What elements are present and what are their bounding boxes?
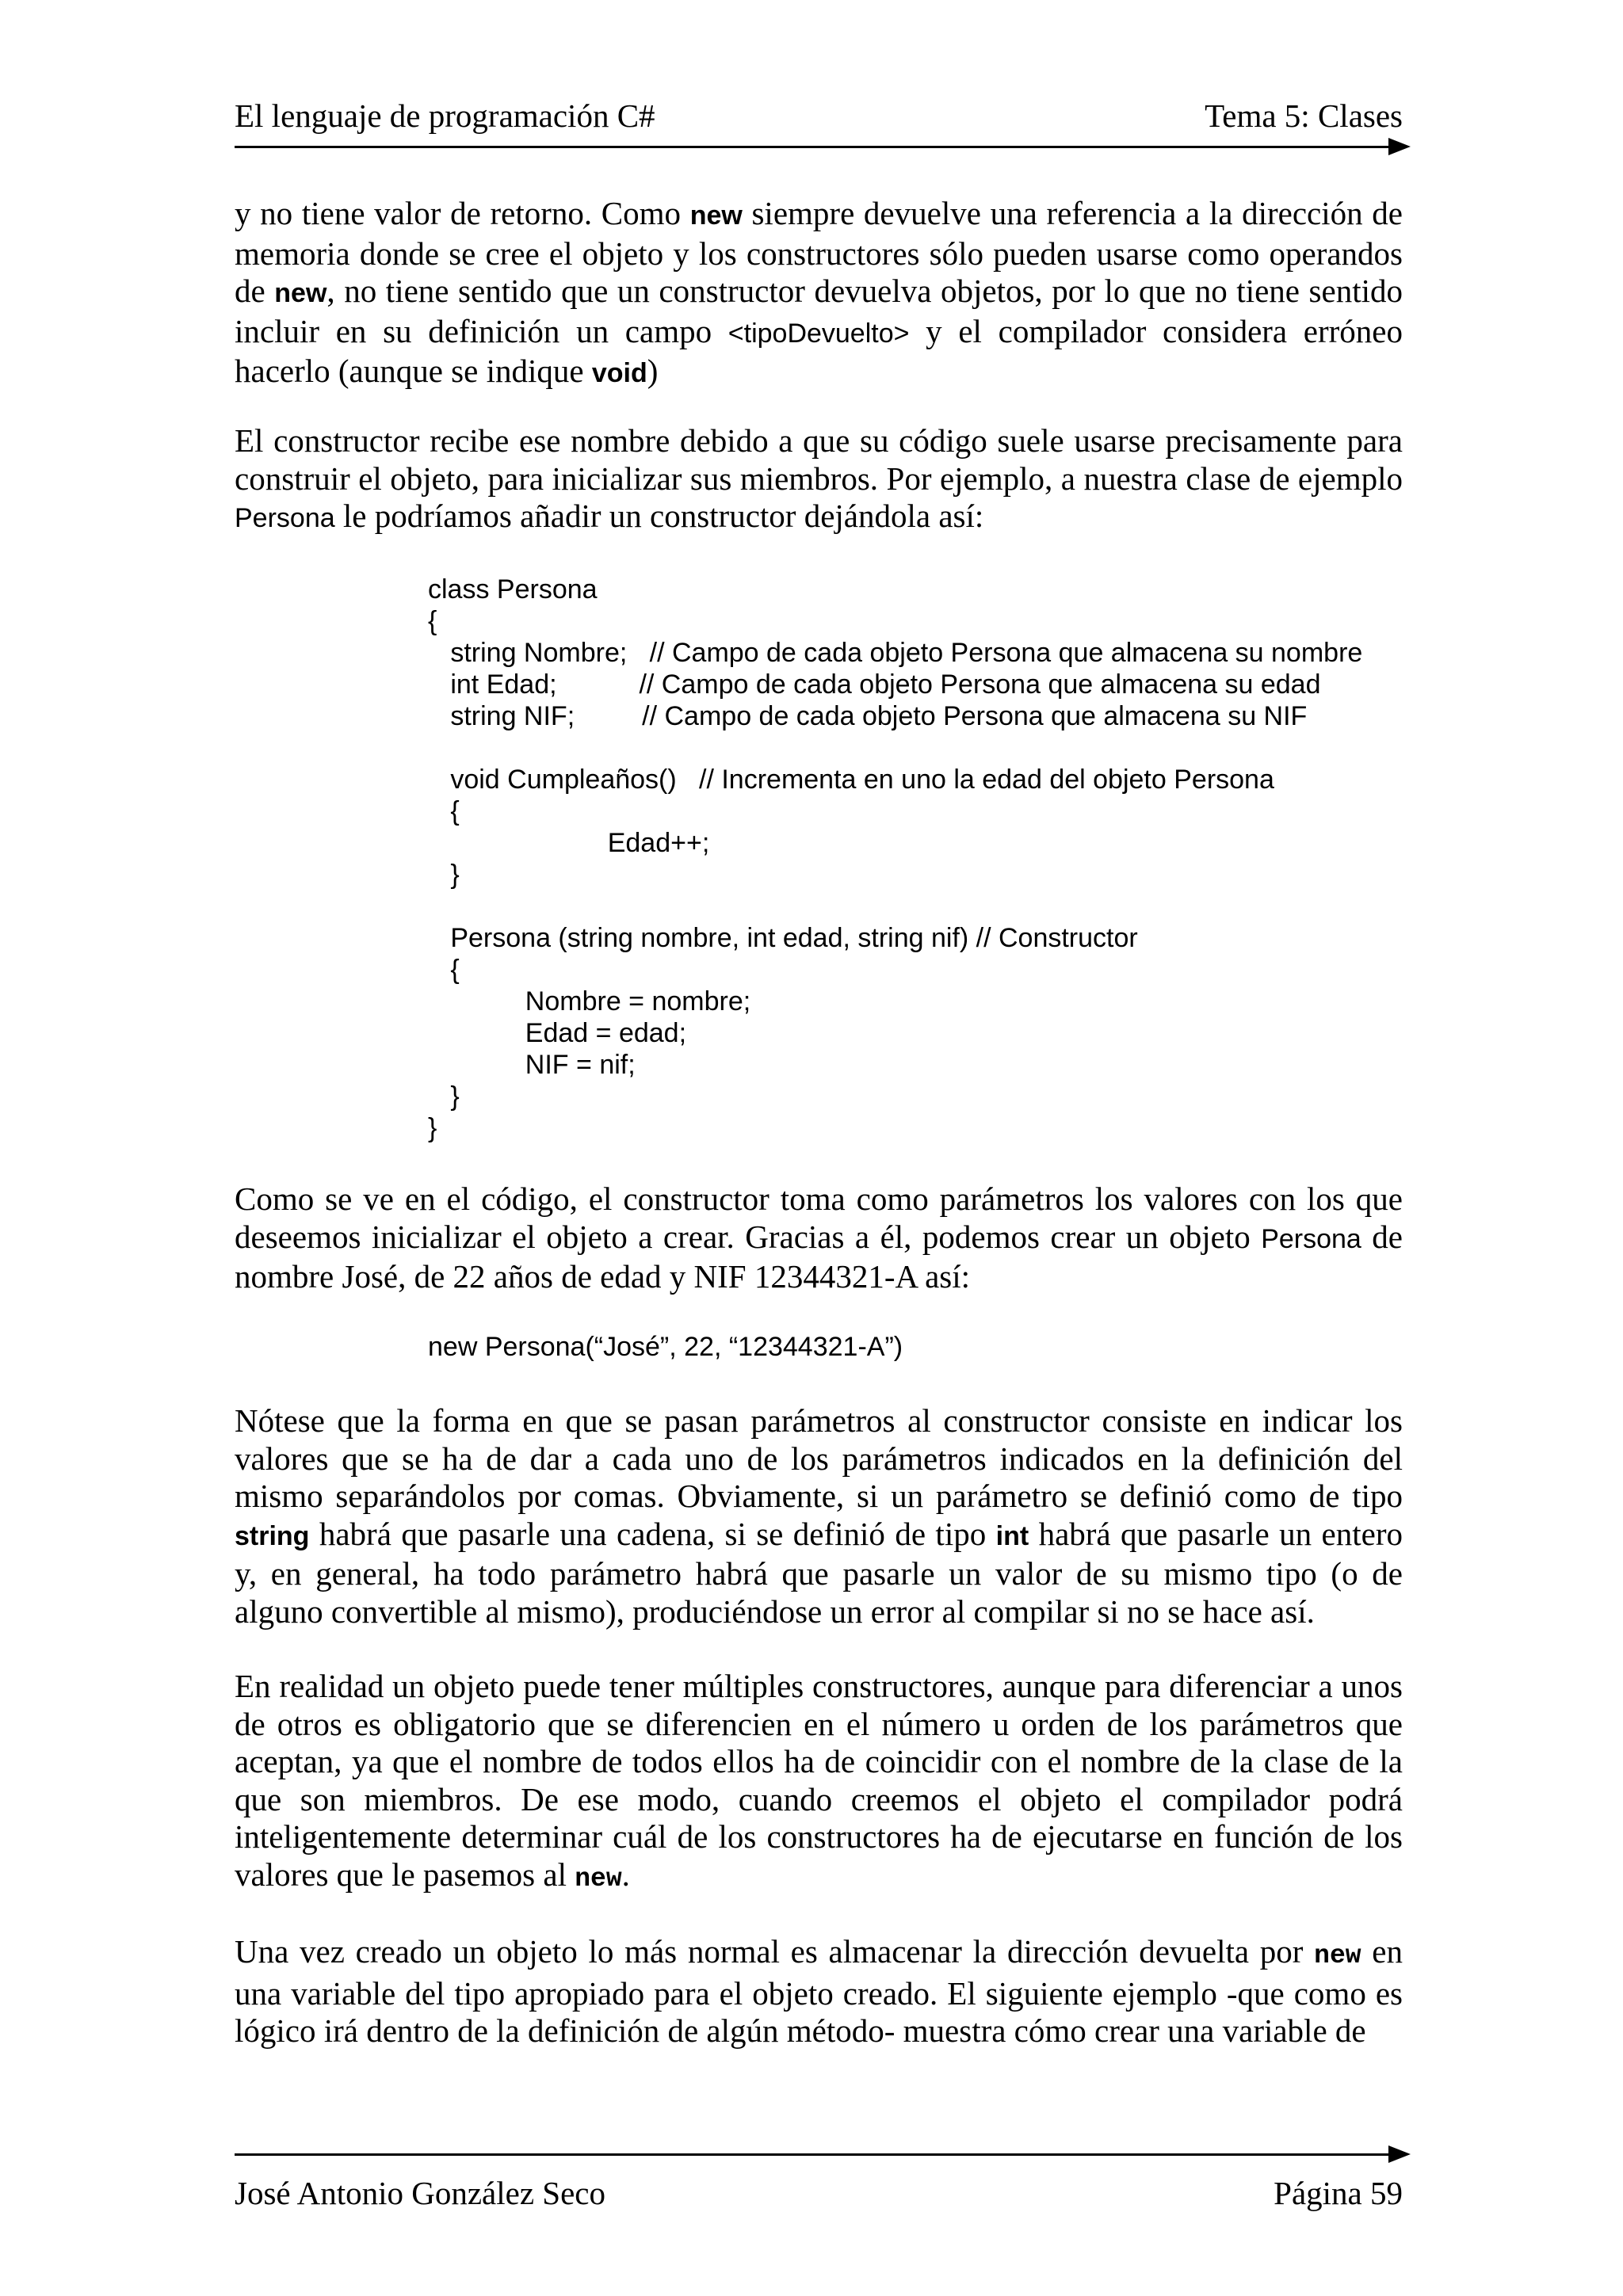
text-run: en una variable del tipo apropiado para el objeto creado. El siguiente ejemplo -que como es lógico irá dentro de la definición de algún método- muestra cómo crear una variable de [235, 1933, 1403, 2050]
text-run: En realidad un objeto puede tener múltiples constructores, aunque para diferenciar a unos de otros es obligatorio que se diferencien en el número u orden de los parámetros que aceptan, ya que el nombre de todos ellos ha de coincidir con el nombre de la clase de la que son miembros. De ese modo, cuando creemos el objeto el compilador podrá inteligentemente determinar cuál de los constructores ha de ejecutarse en función de los valores que le pasemos al [235, 1668, 1403, 1893]
text-run: habrá que pasarle un entero y, en general, ha todo parámetro habrá que pasarle un valor de su mismo tipo (o de alguno convertible al mismo), produciéndose un error al compilar si no se hace así. [235, 1515, 1403, 1630]
page-header [235, 97, 1403, 144]
header-arrow-icon [1388, 138, 1411, 155]
footer-rule [235, 2153, 1396, 2156]
paragraph-6 [235, 1933, 1403, 2050]
keyword-new: new [575, 1863, 622, 1894]
text-run: siempre devuelve una referencia a la dirección de memoria donde se cree el objeto y los constructores sólo pueden usarse como operandos de [235, 195, 1403, 310]
keyword-string: string [235, 1520, 310, 1551]
text-run: ) [647, 353, 659, 390]
code-line: string NIF; // Campo de cada objeto Persona que almacena su NIF [428, 701, 1308, 731]
code-line: } [428, 1081, 460, 1112]
keyword-int: int [995, 1520, 1029, 1551]
code-line: class Persona [428, 574, 598, 605]
text-run: Como se ve en el código, el constructor toma como parámetros los valores con los que deseemos inicializar el objeto a crear. Gracias a él, podemos crear un objeto [235, 1180, 1403, 1255]
code-line: { [428, 606, 437, 636]
text-run: y no tiene valor de retorno. Como [235, 195, 690, 231]
text-run: y el compilador considera erróneo hacerlo (aunque se indique [235, 312, 1403, 390]
code-block-new-persona [428, 1331, 903, 1394]
keyword-new: new [1314, 1941, 1361, 1970]
paragraph-1 [235, 195, 1403, 393]
header-rule [235, 146, 1396, 148]
text-run: Nótese que la forma en que se pasan parámetros al constructor consiste en indicar los valores que se ha de dar a cada uno de los parámetros indicados en la definición del mismo separándolos por comas. Obviamente, si un parámetro se definió como de tipo [235, 1402, 1403, 1515]
text-run: de nombre José, de 22 años de edad y NIF 12344321-A así: [235, 1218, 1403, 1295]
footer-page-number: Página 59 [1274, 2175, 1403, 2211]
paragraph-5 [235, 1668, 1403, 1898]
text-run: le podríamos añadir un constructor dejándola así: [334, 498, 984, 535]
text-run: habrá que pasarle una cadena, si se definió de tipo [309, 1515, 996, 1552]
keyword-void: void [591, 358, 647, 389]
identifier-persona: Persona [1261, 1223, 1361, 1254]
code-line: string Nombre; // Campo de cada objeto Persona que almacena su nombre [428, 638, 1363, 668]
paragraph-3 [235, 1180, 1403, 1296]
text-run: , no tiene sentido que un constructor devuelva objetos, por lo que no tiene sentido incluir en su definición un campo [235, 273, 1403, 349]
footer-arrow-icon [1388, 2145, 1411, 2163]
footer-author: José Antonio González Seco [235, 2175, 605, 2211]
keyword-new: new [274, 278, 327, 309]
code-line: void Cumpleaños() // Incrementa en uno la edad del objeto Persona [428, 765, 1274, 795]
page-footer [235, 2174, 1403, 2222]
keyword-new: new [689, 200, 743, 231]
code-line: { [428, 955, 460, 985]
code-line: int Edad; // Campo de cada objeto Persona que almacena su edad [428, 669, 1321, 700]
code-line: } [428, 1113, 437, 1143]
code-line: } [428, 860, 460, 890]
code-line: NIF = nif; [428, 1050, 636, 1080]
code-line: Edad++; [428, 828, 710, 858]
code-line: Edad = edad; [428, 1018, 687, 1048]
text-run: . [621, 1855, 630, 1893]
paragraph-4 [235, 1402, 1403, 1631]
code-line: Persona (string nombre, int edad, string nif) // Constructor [428, 923, 1138, 953]
header-chapter-title: Tema 5: Clases [1205, 97, 1403, 134]
text-run: El constructor recibe ese nombre debido a que su código suele usarse precisamente para construir el objeto, para inicializar sus miembros. Por ejemplo, a nuestra clase de ejemplo [235, 422, 1403, 497]
identifier-persona: Persona [235, 503, 335, 534]
code-line: Nombre = nombre; [428, 986, 751, 1016]
text-run: Una vez creado un objeto lo más normal es almacenar la dirección devuelta por [235, 1933, 1315, 1970]
header-book-title: El lenguaje de programación C# [235, 97, 655, 134]
code-line: new Persona(“José”, 22, “12344321-A”) [428, 1332, 903, 1362]
code-line: { [428, 796, 460, 826]
code-block-class-persona [428, 574, 1363, 1176]
identifier-tipodevuelto: <tipoDevuelto> [727, 318, 910, 349]
paragraph-2 [235, 422, 1403, 538]
